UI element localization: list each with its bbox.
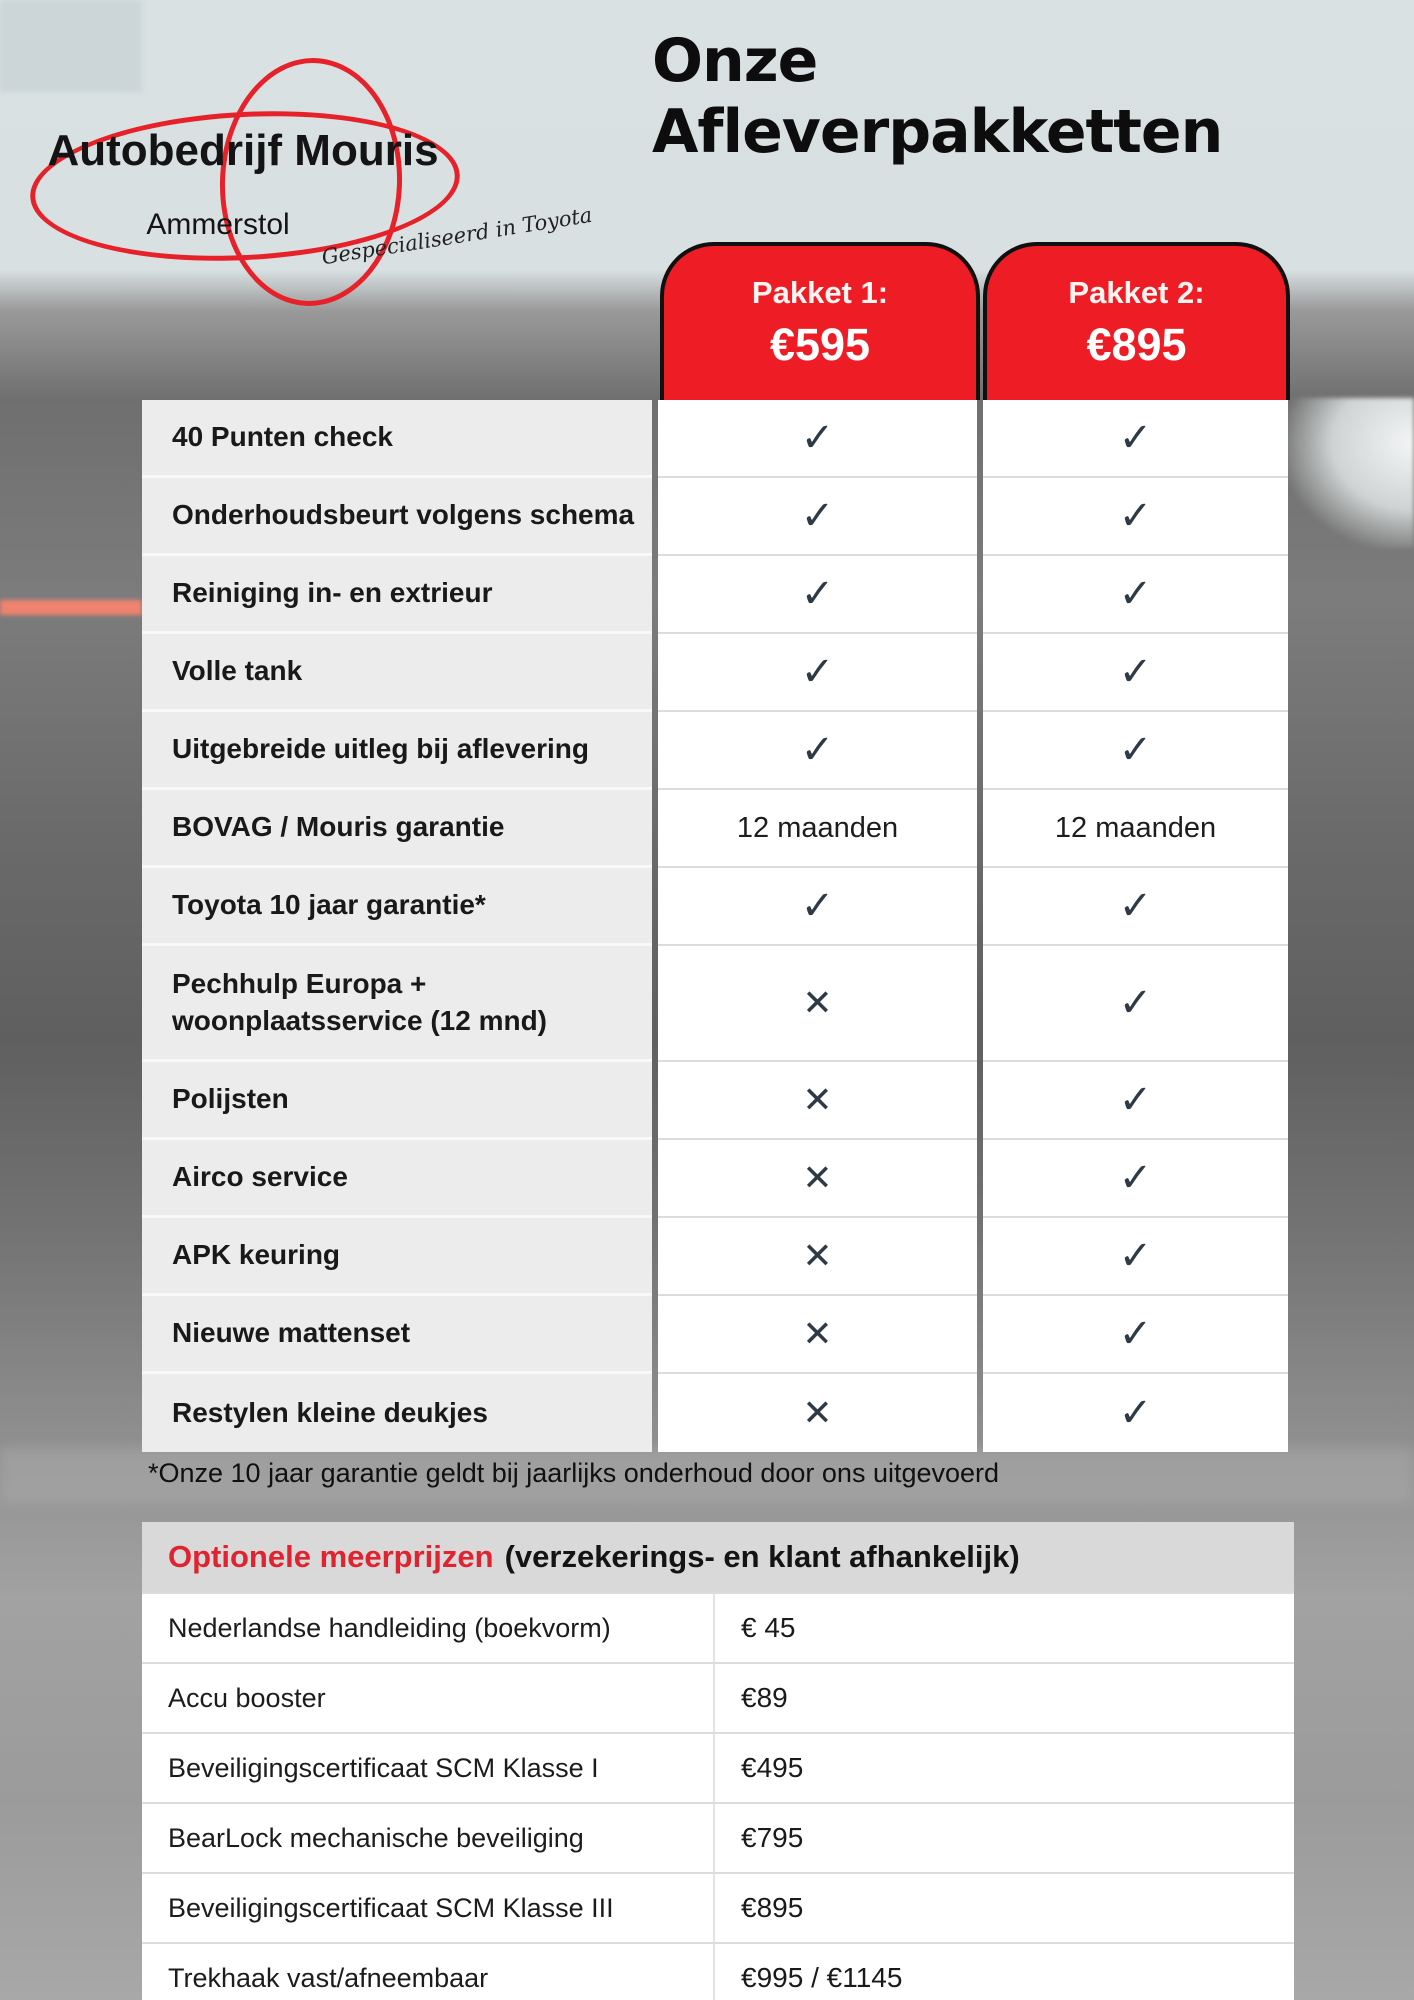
pakket1-cross-icon: ✕ (658, 1062, 977, 1140)
pakket2-check-icon: ✓ (983, 1140, 1288, 1218)
logo-city: Ammerstol (146, 208, 290, 241)
row-label: Toyota 10 jaar garantie* (142, 868, 652, 946)
page-title-line1: Onze (652, 26, 818, 96)
row-label: Reiniging in- en extrieur (142, 556, 652, 634)
pakket2-check-icon: ✓ (983, 946, 1288, 1062)
row-label: Uitgebreide uitleg bij aflevering (142, 712, 652, 790)
page-title (652, 26, 1352, 168)
pakket1-check-icon: ✓ (658, 556, 977, 634)
pakket2-check-icon: ✓ (983, 1374, 1288, 1452)
option-price: € 45 (741, 1612, 796, 1643)
optional-prices-subtitle: (verzekerings- en klant afhankelijk) (504, 1539, 1020, 1574)
pakket1-value-text: 12 maanden (658, 790, 977, 868)
option-row (142, 1802, 1294, 1872)
package-1-header (660, 242, 980, 400)
pakket2-check-icon: ✓ (983, 634, 1288, 712)
optional-prices-header (142, 1522, 1294, 1592)
pakket1-check-icon: ✓ (658, 868, 977, 946)
pakket1-cross-icon: ✕ (658, 1296, 977, 1374)
option-price: €495 (741, 1752, 804, 1783)
page-title-line2: Afleverpakketten (652, 96, 1223, 167)
package-2-price: €895 (1086, 319, 1187, 370)
pakket2-check-icon: ✓ (983, 1218, 1288, 1296)
pakket1-cross-icon: ✕ (658, 1374, 977, 1452)
option-label: Accu booster (142, 1664, 715, 1732)
option-price: €995 / €1145 (741, 1962, 903, 1993)
package-2-name: Pakket 2: (1068, 275, 1205, 310)
logo-vertical-ellipse (216, 55, 407, 309)
pakket1-check-icon: ✓ (658, 478, 977, 556)
pakket2-check-icon: ✓ (983, 556, 1288, 634)
pakket2-check-icon: ✓ (983, 1296, 1288, 1374)
option-row (142, 1732, 1294, 1802)
pakket2-check-icon: ✓ (983, 712, 1288, 790)
package-2-header (983, 242, 1290, 400)
pakket2-check-icon: ✓ (983, 868, 1288, 946)
option-row (142, 1592, 1294, 1662)
option-row (142, 1942, 1294, 2000)
photo-car-roof-highlight (1286, 398, 1414, 548)
row-label: 40 Punten check (142, 400, 652, 478)
package-1-price: €595 (769, 319, 871, 370)
option-label: Nederlandse handleiding (boekvorm) (142, 1594, 715, 1662)
row-label: Pechhulp Europa + woonplaatsservice (12 mnd) (142, 946, 652, 1062)
option-label: Beveiligingscertificaat SCM Klasse I (142, 1734, 715, 1802)
option-price: €895 (741, 1892, 804, 1923)
logo-tagline: Gespecialiseerd in Toyota (319, 202, 594, 270)
option-row (142, 1662, 1294, 1732)
logo-company-name: Autobedrijf Mouris (47, 126, 439, 175)
pakket1-check-icon: ✓ (658, 634, 977, 712)
row-label: Nieuwe mattenset (142, 1296, 652, 1374)
option-label: Trekhaak vast/afneembaar (142, 1944, 715, 2000)
guarantee-footnote: *Onze 10 jaar garantie geldt bij jaarlijks onderhoud door ons uitgevoerd (148, 1458, 1000, 1488)
package-1-name: Pakket 1: (751, 275, 889, 310)
pakket2-check-icon: ✓ (983, 1062, 1288, 1140)
row-label: BOVAG / Mouris garantie (142, 790, 652, 868)
optional-prices-title: Optionele meerprijzen (168, 1539, 494, 1574)
pakket2-check-icon: ✓ (983, 478, 1288, 556)
option-price: €89 (741, 1682, 788, 1713)
option-row (142, 1872, 1294, 1942)
dealer-logo (28, 30, 594, 290)
option-label: BearLock mechanische beveiliging (142, 1804, 715, 1872)
pakket2-value-text: 12 maanden (983, 790, 1288, 868)
optional-prices-table (142, 1522, 1294, 2000)
pakket1-cross-icon: ✕ (658, 946, 977, 1062)
row-label: Polijsten (142, 1062, 652, 1140)
comparison-table (142, 400, 1288, 1452)
pakket1-cross-icon: ✕ (658, 1218, 977, 1296)
row-label: Volle tank (142, 634, 652, 712)
pakket1-cross-icon: ✕ (658, 1140, 977, 1218)
pakket1-check-icon: ✓ (658, 712, 977, 790)
pakket2-check-icon: ✓ (983, 400, 1288, 478)
row-label: Restylen kleine deukjes (142, 1374, 652, 1452)
row-label: APK keuring (142, 1218, 652, 1296)
option-label: Beveiligingscertificaat SCM Klasse III (142, 1874, 715, 1942)
option-price: €795 (741, 1822, 804, 1853)
pakket1-check-icon: ✓ (658, 400, 977, 478)
photo-taillight-streak (0, 600, 142, 615)
row-label: Onderhoudsbeurt volgens schema (142, 478, 652, 556)
row-label: Airco service (142, 1140, 652, 1218)
